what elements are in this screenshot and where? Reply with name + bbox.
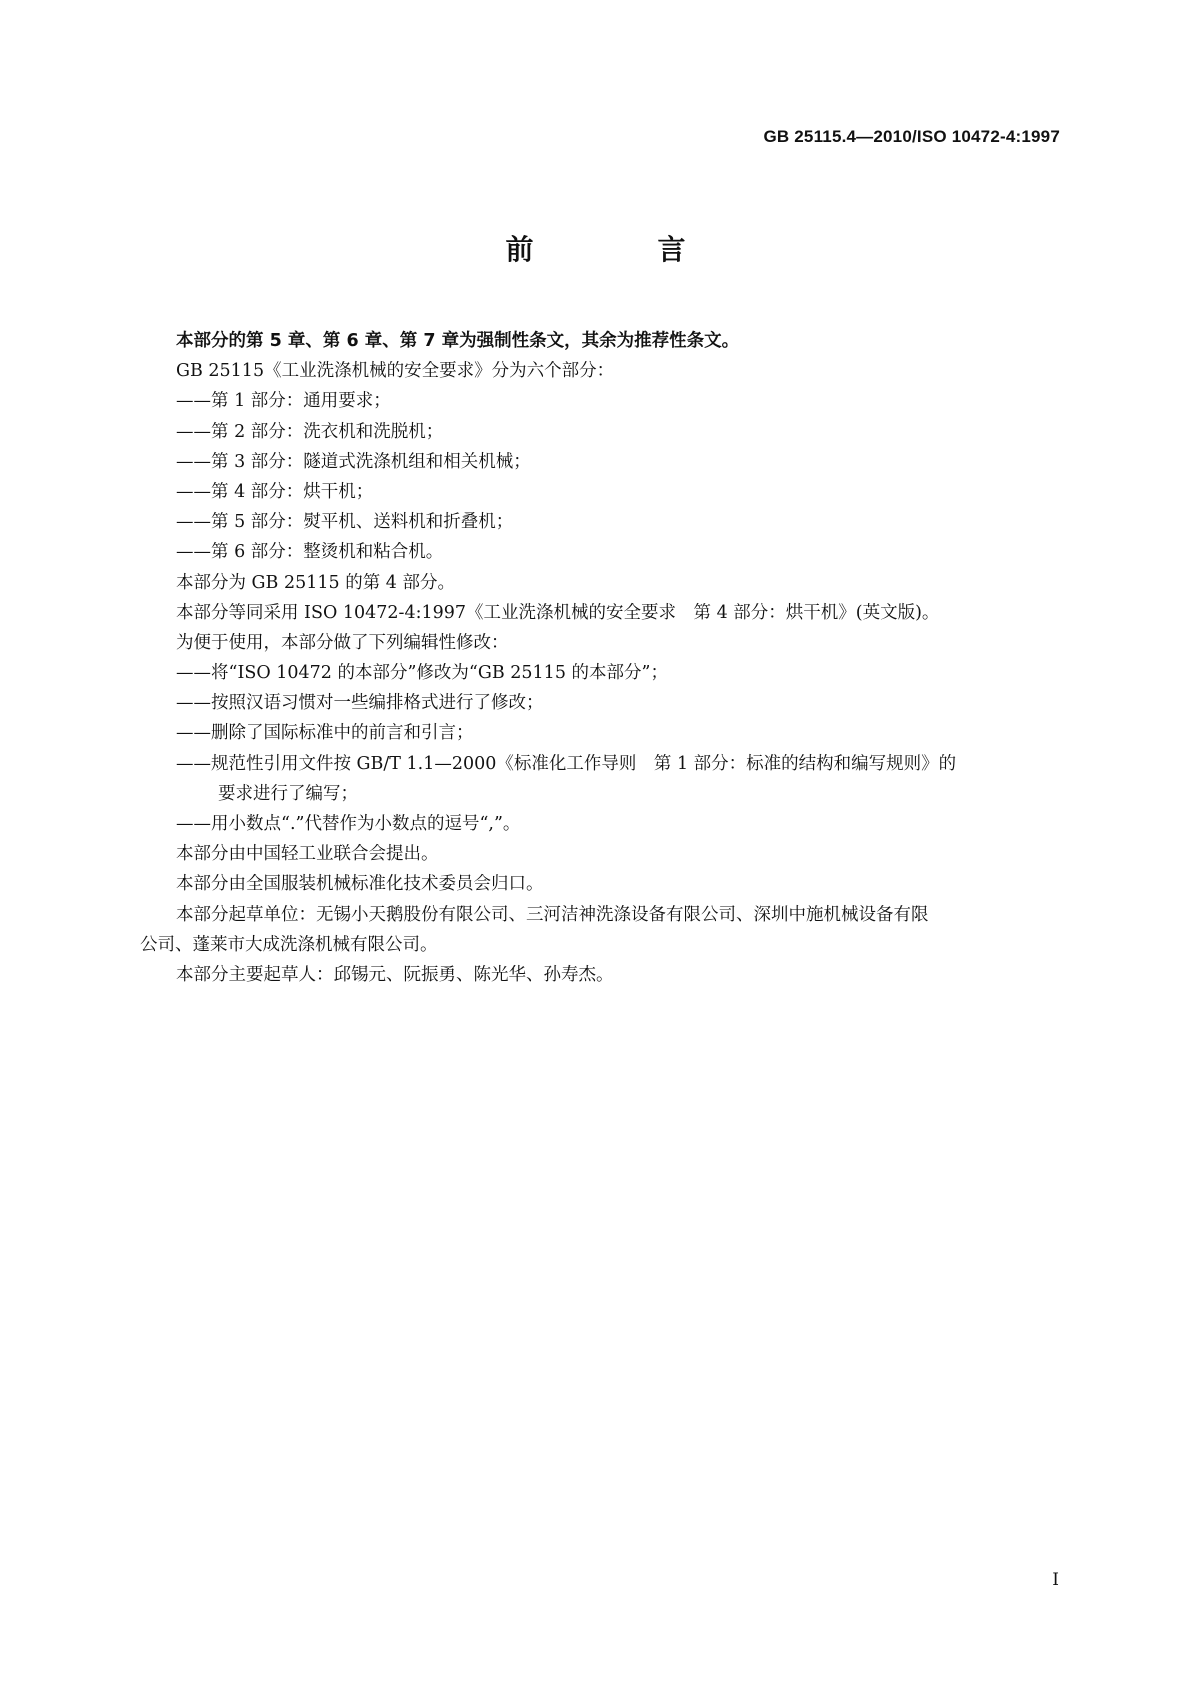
list-item: ——第 4 部分：烘干机； (176, 481, 374, 502)
page-title: 前 言 (505, 233, 734, 266)
standard-code: GB 25115.4—2010/ISO 10472-4:1997 (763, 127, 1060, 146)
list-item: ——删除了国际标准中的前言和引言； (176, 723, 474, 744)
text-line: 本部分起草单位：无锡小天鹅股份有限公司、三河洁神洗涤设备有限公司、深圳中施机械设备有限 (176, 904, 929, 925)
text-line: 本部分的第 5 章、第 6 章、第 7 章为强制性条文，其余为推荐性条文。 (176, 331, 740, 351)
list-item: ——用小数点“.”代替作为小数点的逗号“,”。 (176, 814, 521, 834)
text-line: 本部分为 GB 25115 的第 4 部分。 (176, 572, 455, 593)
text-line: 本部分等同采用 ISO 10472-4:1997《工业洗涤机械的安全要求 第 4 部分：烘干机》(英文版)。 (176, 602, 940, 623)
text-line: 本部分主要起草人：邱锡元、阮振勇、陈光华、孙寿杰。 (176, 964, 614, 985)
list-item: ——第 6 部分：整烫机和粘合机。 (176, 542, 444, 563)
preface-body (140, 326, 1060, 990)
text-line: 本部分由中国轻工业联合会提出。 (176, 844, 439, 865)
list-item: ——第 2 部分：洗衣机和洗脱机； (176, 421, 444, 442)
list-item-continuation: 要求进行了编写； (218, 783, 358, 804)
text-line: GB 25115《工业洗涤机械的安全要求》分为六个部分： (176, 361, 615, 382)
page-number: I (1052, 1570, 1059, 1590)
list-item: ——第 1 部分：通用要求； (176, 391, 391, 412)
list-item: ——按照汉语习惯对一些编排格式进行了修改； (176, 693, 544, 714)
text-line: 为便于使用，本部分做了下列编辑性修改： (176, 632, 509, 653)
text-line-continuation: 公司、蓬莱市大成洗涤机械有限公司。 (140, 934, 438, 955)
list-item: ——规范性引用文件按 GB/T 1.1—2000《标准化工作导则 第 1 部分：标准的结构和编写规则》的 (176, 753, 957, 774)
text-line: 本部分由全国服装机械标准化技术委员会归口。 (176, 874, 544, 895)
list-item: ——第 5 部分：熨平机、送料机和折叠机； (176, 512, 514, 533)
list-item: ——将“ISO 10472 的本部分”修改为“GB 25115 的本部分”； (176, 663, 668, 684)
list-item: ——第 3 部分：隧道式洗涤机组和相关机械； (176, 451, 531, 472)
